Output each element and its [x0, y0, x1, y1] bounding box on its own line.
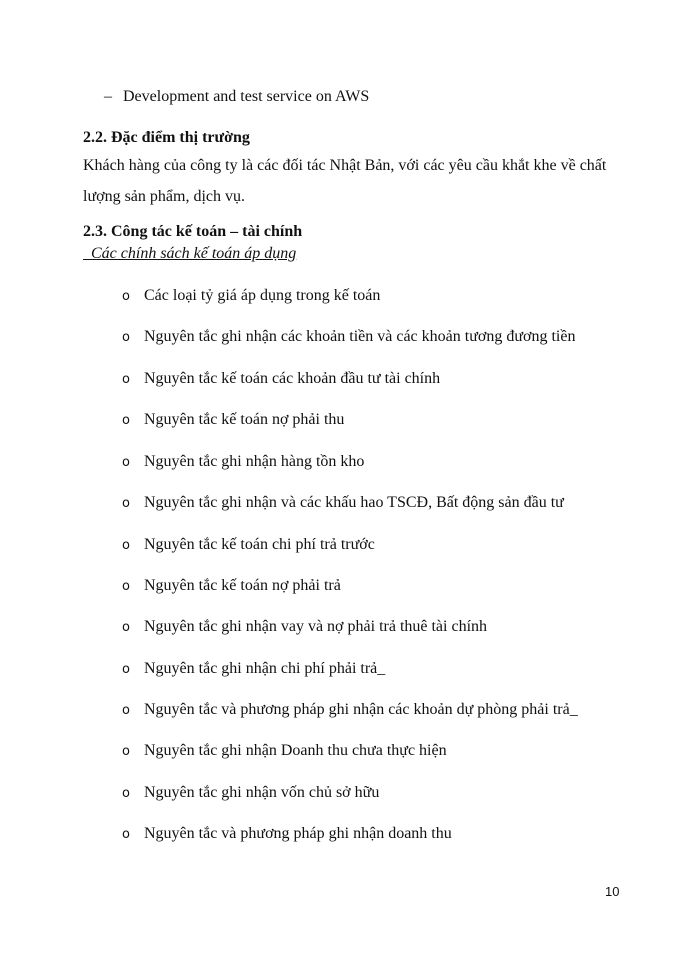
dash-item-text: Development and test service on AWS — [123, 88, 370, 105]
list-item-text: Nguyên tắc ghi nhận vốn chủ sở hữu — [144, 784, 380, 801]
list-item — [122, 411, 344, 429]
circle-bullet-icon: o — [122, 289, 130, 304]
list-item-text: Nguyên tắc ghi nhận và các khấu hao TSCĐ, Bất động sản đầu tư — [144, 494, 564, 511]
circle-bullet-icon: o — [122, 330, 130, 345]
list-item — [122, 577, 341, 595]
list-item-text: Nguyên tắc và phương pháp ghi nhận các khoản dự phòng phải trả_ — [144, 701, 578, 718]
list-item-text: Nguyên tắc ghi nhận hàng tồn kho — [144, 453, 365, 470]
list-item — [122, 287, 380, 305]
circle-bullet-icon: o — [122, 496, 130, 511]
list-item — [122, 536, 375, 554]
list-item — [122, 701, 578, 719]
list-item — [122, 370, 440, 388]
circle-bullet-icon: o — [122, 620, 130, 635]
list-item — [122, 660, 385, 678]
dash-marker: – — [104, 88, 112, 105]
accounting-policies-subheading: Các chính sách kế toán áp dụng — [83, 245, 297, 262]
page-number: 10 — [605, 884, 620, 899]
list-item-text: Nguyên tắc kế toán các khoản đầu tư tài chính — [144, 370, 441, 387]
circle-bullet-icon: o — [122, 827, 130, 842]
list-item-text: Nguyên tắc ghi nhận vay và nợ phải trả thuê tài chính — [144, 618, 488, 635]
list-item-text: Nguyên tắc ghi nhận các khoản tiền và các khoản tương đương tiền — [144, 328, 576, 345]
circle-bullet-icon: o — [122, 703, 130, 718]
list-item — [122, 784, 379, 802]
circle-bullet-icon: o — [122, 786, 130, 801]
circle-bullet-icon: o — [122, 579, 130, 594]
list-item-text: Nguyên tắc kế toán chi phí trả trước — [144, 536, 375, 553]
list-item-text: Nguyên tắc ghi nhận Doanh thu chưa thực hiện — [144, 742, 447, 759]
list-item-text: Nguyên tắc kế toán nợ phải thu — [144, 411, 345, 428]
list-item-text: Các loại tỷ giá áp dụng trong kế toán — [144, 287, 381, 304]
circle-bullet-icon: o — [122, 455, 130, 470]
list-item — [122, 494, 564, 512]
circle-bullet-icon: o — [122, 538, 130, 553]
list-item — [122, 825, 452, 843]
circle-bullet-icon: o — [122, 372, 130, 387]
dash-list-item — [104, 88, 369, 106]
section-2-2-heading: 2.2. Đặc điểm thị trường — [83, 129, 250, 146]
list-item-text: Nguyên tắc và phương pháp ghi nhận doanh thu — [144, 825, 452, 842]
circle-bullet-icon: o — [122, 744, 130, 759]
section-2-2-paragraph: Khách hàng của công ty là các đối tác Nhật Bản, với các yêu cầu khắt khe về chất lượng sản phẩm, dịch vụ. — [83, 157, 607, 205]
list-item-text: Nguyên tắc kế toán nợ phải trả — [144, 577, 341, 594]
list-item — [122, 328, 575, 346]
list-item — [122, 618, 487, 636]
circle-bullet-icon: o — [122, 662, 130, 677]
list-item — [122, 742, 447, 760]
list-item-text: Nguyên tắc ghi nhận chi phí phải trả_ — [144, 660, 386, 677]
section-2-3-heading: 2.3. Công tác kế toán – tài chính — [83, 223, 303, 240]
list-item — [122, 453, 364, 471]
circle-bullet-icon: o — [122, 413, 130, 428]
